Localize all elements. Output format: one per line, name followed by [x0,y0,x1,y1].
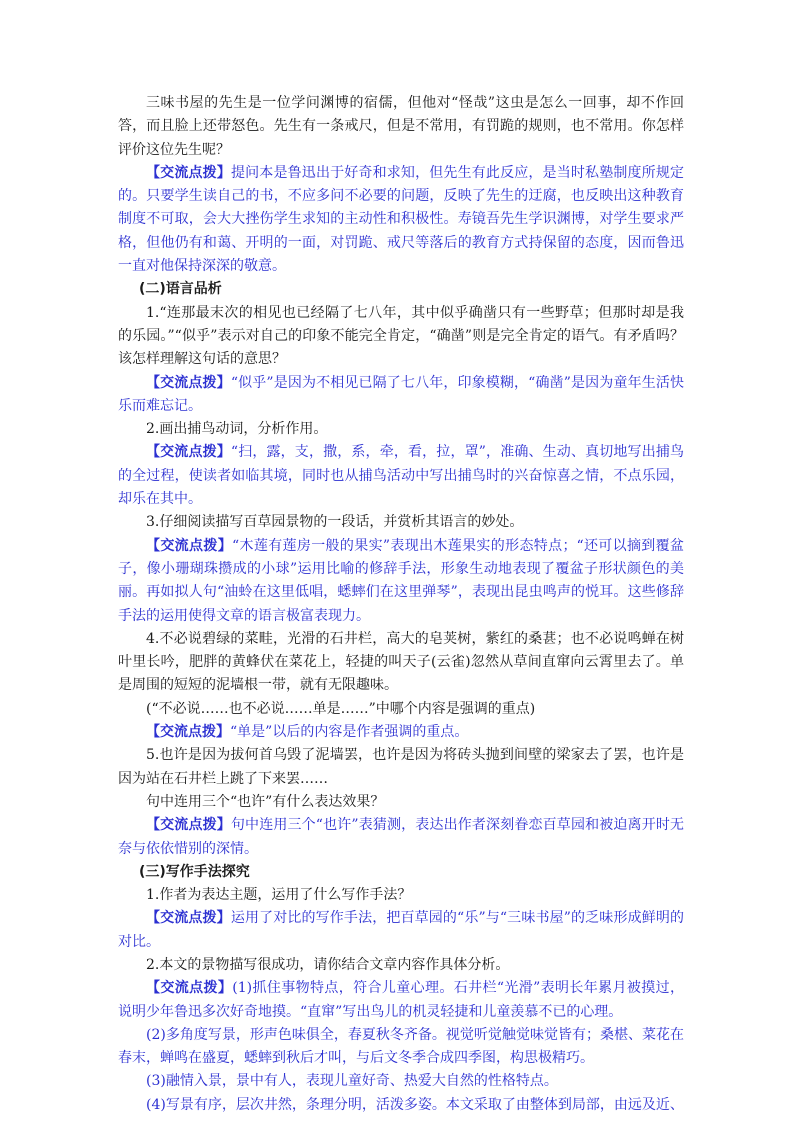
tip-point-3: (3)融情入景，景中有人，表现儿童好奇、热爱大自然的性格特点。 [146,1073,558,1090]
tip-point-4: (4)写景有序，层次井然，条理分明，活泼多姿。本文采取了由整体到局部，由远及近、 [146,1096,684,1113]
tip-paragraph [118,372,684,419]
section-heading-writing: (三)写作手法探究 [139,863,250,880]
document-page [118,92,684,1117]
tip-text: “木莲有莲房一般的果实”表现出木莲果实的形态特点；“还可以摘到覆盆子，像小珊瑚珠攒成的小球”运用比喻的修辞手法，形象生动地表现了覆盆子形状颜色的美丽。再如拟人句“油蛉在这里低唱，蟋蟀们在这里弹琴”，表现出昆虫鸣声的悦耳。这些修辞手法的运用使得文章的语言极富表现力。 [118,537,684,624]
tip-paragraph [118,162,684,278]
question-4: 4.不必说碧绿的菜畦，光滑的石井栏，高大的皂荚树，紫红的桑葚；也不必说鸣蝉在树叶里长吟，肥胖的黄蜂伏在菜花上，轻捷的叫天子(云雀)忽然从草间直窜向云霄里去了。单是周围的短短的泥墙根一带，就有无限趣味。 [118,630,684,694]
question-5-prompt: 句中连用三个“也许”有什么表达效果？ [146,793,385,810]
writing-question-2: 2.本文的景物描写很成功，请你结合文章内容作具体分析。 [146,956,510,973]
tip-text: “似乎”是因为不相见已隔了七八年，印象模糊，“确凿”是因为童年生活快乐而难忘记。 [118,374,684,414]
tip-tag: 【交流点拨】 [146,537,233,554]
tip-tag: 【交流点拨】 [146,444,231,461]
question-2: 2.画出捕鸟动词，分析作用。 [146,421,328,438]
tip-paragraph [118,535,684,628]
question-3: 3.仔细阅读描写百草园景物的一段话，并赏析其语言的妙处。 [146,514,524,531]
tip-paragraph [118,907,684,954]
tip-text: (1)抓住事物特点，符合儿童心理。石井栏“光滑”表明长年累月被摸过，说明少年鲁迅多次好奇地摸。“直窜”写出鸟儿的机灵轻捷和儿童羡慕不已的心理。 [118,980,684,1020]
tip-text: 运用了对比的写作手法，把百草园的“乐”与“三味书屋”的乏味形成鲜明的对比。 [118,910,684,950]
tip-tag: 【交流点拨】 [146,724,230,741]
question-4-prompt: (“不必说……也不必说……单是……”中哪个内容是强调的重点) [146,700,536,717]
tip-paragraph [118,721,684,744]
tip-tag: 【交流点拨】 [146,910,231,927]
tip-text: 句中连用三个“也许”表猜测，表达出作者深刻眷恋百草园和被迫离开时无奈与依依惜别的深情。 [118,817,684,857]
tip-text: “单是”以后的内容是作者强调的重点。 [230,724,469,741]
tip-text: 提问本是鲁迅出于好奇和求知，但先生有此反应，是当时私塾制度所规定的。只要学生读自己的书，不应多问不必要的问题，反映了先生的迂腐，也反映出这种教育制度不可取，会大大挫伤学生求知的主动性和积极性。寿镜吾先生学识渊博，对学生要求严格，但他仍有和蔼、开明的一面，对罚跪、戒尺等落后的教育方式持保留的态度，因而鲁迅一直对他保持深深的敬意。 [118,164,685,275]
tip-tag: 【交流点拨】 [146,164,231,181]
tip-tag: 【交流点拨】 [146,374,231,391]
tip-paragraph [118,814,684,861]
tip-tag: 【交流点拨】 [146,817,231,834]
tip-tag: 【交流点拨】 [146,980,233,997]
question-5: 5.也许是因为拔何首乌毁了泥墙罢，也许是因为将砖头抛到间壁的梁家去了罢，也许是因为站在石井栏上跳了下来罢…… [118,747,684,787]
tip-text: “扫，露，支，撒，系，牵，看，拉，罩”，准确、生动、真切地写出捕鸟的全过程，使读者如临其境，同时也从捕鸟活动中写出捕鸟时的兴奋惊喜之情，不点乐园，却乐在其中。 [118,444,684,508]
writing-question-1: 1.作者为表达主题，运用了什么写作手法？ [146,887,412,904]
paragraph-question-teacher: 三味书屋的先生是一位学问渊博的宿儒，但他对“怪哉”这虫是怎么一回事，却不作回答，而且脸上还带怒色。先生有一条戒尺，但是不常用，有罚跪的规则，也不常用。你怎样评价这位先生呢？ [118,95,684,158]
tip-paragraph [118,977,684,1024]
question-1: 1.“连那最末次的相见也已经隔了七八年，其中似乎确凿只有一些野草；但那时却是我的乐园。”“似乎”表示对自己的印象不能完全肯定，“确凿”则是完全肯定的语气。有矛盾吗？该怎样理解这句话的意思？ [118,304,684,368]
tip-paragraph [118,441,684,511]
tip-point-2: (2)多角度写景，形声色味俱全，春夏秋冬齐备。视觉听觉触觉味觉皆有；桑椹、菜花在春末，蝉鸣在盛夏，蟋蟀到秋后才叫，与后文冬季合成四季图，构思极精巧。 [118,1026,684,1067]
section-heading-language: (二)语言品析 [139,281,222,298]
